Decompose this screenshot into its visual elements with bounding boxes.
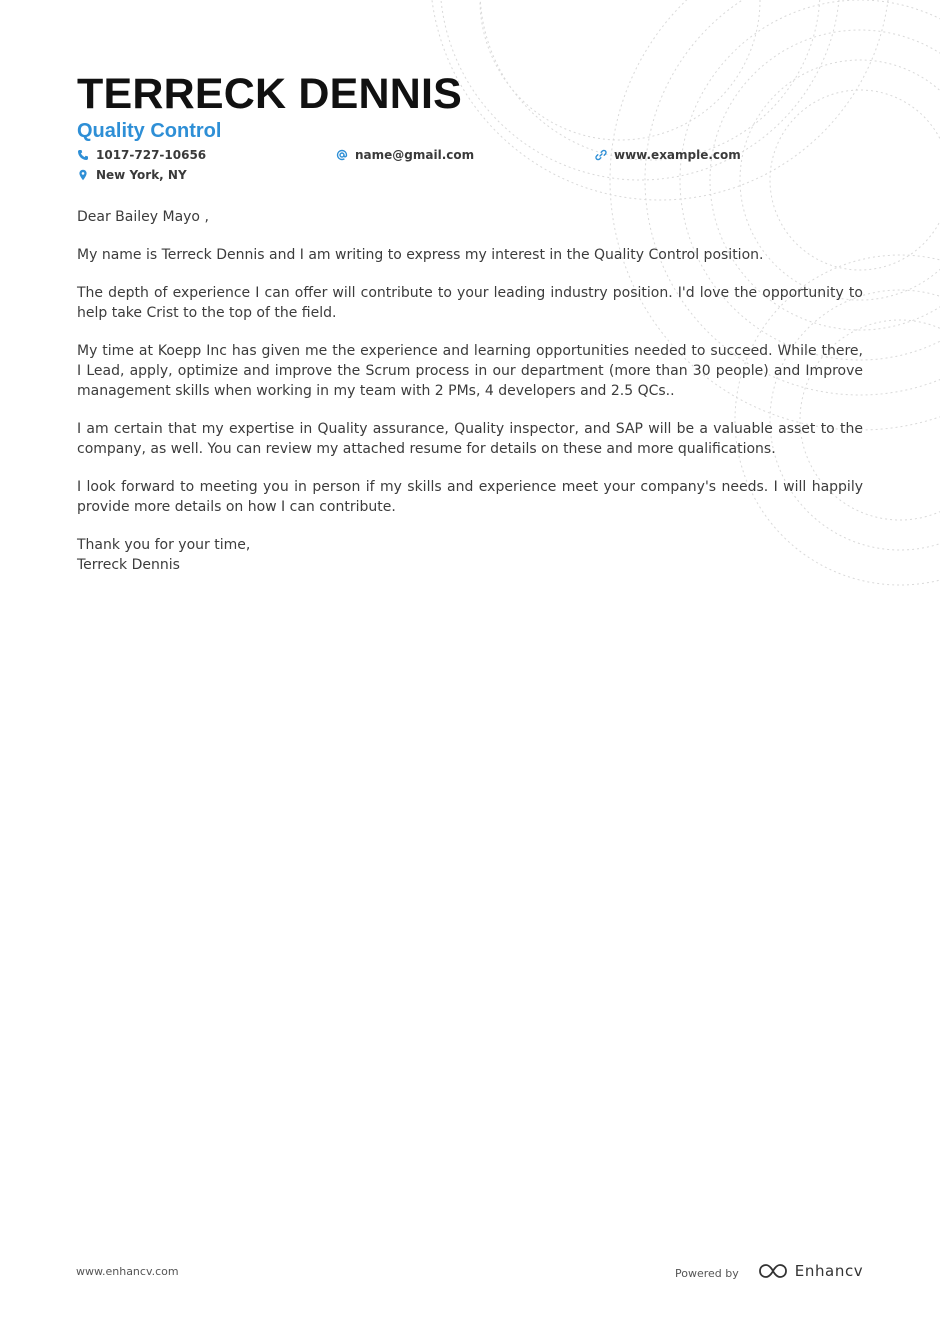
- phone-icon: [77, 149, 89, 161]
- letter-body: [77, 207, 863, 575]
- applicant-role: Quality Control: [77, 120, 222, 142]
- location-text: New York, NY: [96, 168, 187, 182]
- at-sign-icon: [336, 149, 348, 161]
- letter-closing: Thank you for your time,: [77, 537, 251, 553]
- letter-paragraph: I look forward to meeting you in person if my skills and experience meet your company's needs. I will happily provide more details on how I can contribute.: [77, 479, 863, 515]
- letter-paragraph: My time at Koepp Inc has given me the experience and learning opportunities needed to succeed. While there, I Lead, apply, optimize and improve the Scrum process in our department (more than 30 people) and Improve management skills when working in my team with 2 PMs, 4 developers and 2.5 QCs..: [77, 343, 863, 399]
- website-text[interactable]: www.example.com: [614, 148, 741, 162]
- letter-paragraph: The depth of experience I can offer will contribute to your leading industry position. I'd love the opportunity to help take Crist to the top of the field.: [77, 285, 863, 321]
- letter-signature: Terreck Dennis: [77, 557, 180, 573]
- link-icon: [595, 149, 607, 161]
- contact-location: [77, 167, 187, 183]
- powered-by-label: Powered by: [675, 1266, 739, 1280]
- footer-branding[interactable]: [675, 1262, 863, 1280]
- contact-email: [336, 147, 474, 163]
- letter-salutation: Dear Bailey Mayo ,: [77, 209, 209, 225]
- map-pin-icon: [77, 169, 89, 181]
- enhancv-logo-icon: [757, 1262, 789, 1280]
- letter-paragraph: My name is Terreck Dennis and I am writing to express my interest in the Quality Control position.: [77, 247, 764, 263]
- phone-text: 1017-727-10656: [96, 148, 207, 162]
- applicant-name: TERRECK DENNIS: [77, 70, 463, 118]
- contact-phone: [77, 147, 206, 163]
- contact-website: [595, 147, 741, 163]
- email-text[interactable]: name@gmail.com: [355, 148, 475, 162]
- brand-name: Enhancv: [794, 1262, 864, 1280]
- letter-paragraph: I am certain that my expertise in Quality assurance, Quality inspector, and SAP will be a valuable asset to the company, as well. You can review my attached resume for details on these and more qualifications.: [77, 421, 863, 457]
- footer-site-link[interactable]: www.enhancv.com: [76, 1265, 179, 1278]
